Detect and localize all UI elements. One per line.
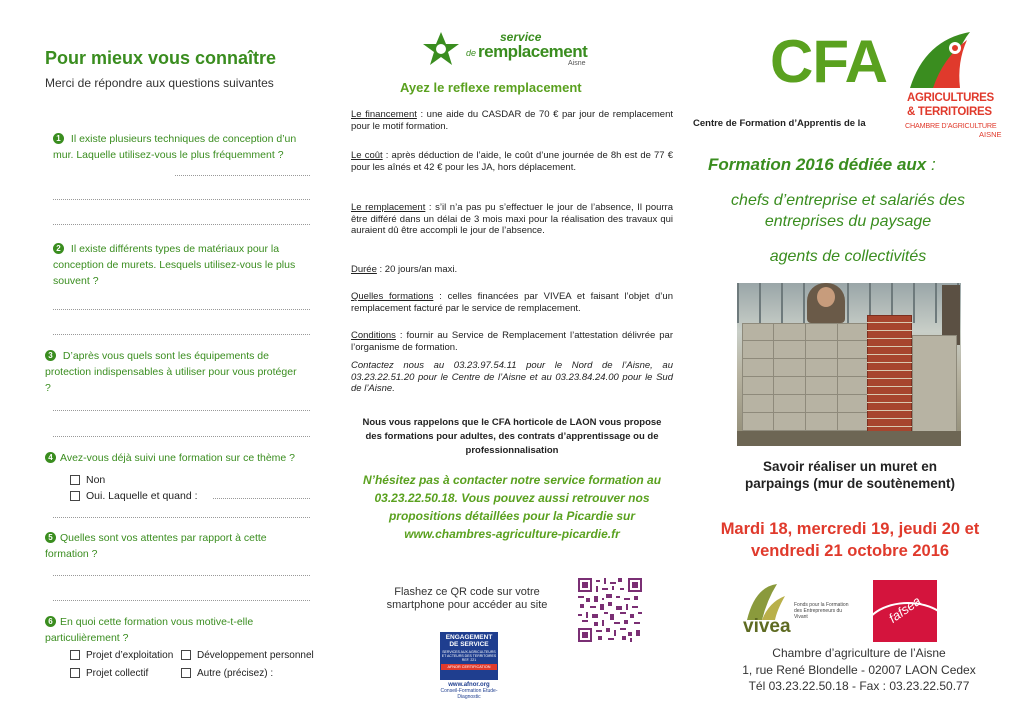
service-remplacement-logo: service de remplacement Aisne [420, 30, 610, 68]
answer-line[interactable] [53, 410, 310, 411]
number-4-icon: 4 [45, 452, 56, 463]
remplacement-paragraph: Le remplacement : s’il n’a pas pu s’effectuer le jour de l’absence, Il pourra être différé dans un délai de 3 mois maxi pour la réalisation des travaux qui auraient dû être accompli le jour de l’absence. [351, 202, 673, 236]
question-4 [45, 450, 315, 466]
answer-line[interactable] [53, 309, 310, 310]
cfa-subtitle: Centre de Formation d’Apprentis de la [693, 118, 866, 129]
cfa-note: Nous vous rappelons que le CFA horticole de LAON vous propose des formations pour adultes, des contrats d’apprentissage ou de professionnalisation [362, 417, 662, 456]
checkbox[interactable] [181, 668, 191, 678]
answer-line[interactable] [53, 517, 310, 518]
duree-paragraph: Durée : 20 jours/an maxi. [351, 264, 458, 275]
option-non[interactable]: Non [70, 472, 105, 488]
qr-code[interactable] [578, 578, 642, 642]
question-3 [45, 348, 305, 396]
quelles-paragraph: Quelles formations : celles financées par VIVEA et faisant l’objet d’un remplacement facturé par le service de remplacement. [351, 291, 673, 314]
number-5-icon: 5 [45, 532, 56, 543]
answer-line[interactable] [175, 175, 310, 176]
number-3-icon: 3 [45, 350, 56, 361]
vivea-logo: vivea Fonds pour la Formation des Entrepreneurs du Vivant [737, 580, 852, 638]
answer-line[interactable] [53, 600, 310, 601]
checkbox[interactable] [70, 668, 80, 678]
org-address: 1, rue René Blondelle - 02007 LAON Cedex [742, 663, 976, 677]
question-4-text: Avez-vous déjà suivi une formation sur ce thème ? [60, 452, 296, 464]
question-2 [53, 241, 308, 289]
answer-line[interactable] [53, 334, 310, 335]
left-title: Pour mieux vous connaître [45, 48, 277, 68]
number-6-icon: 6 [45, 616, 56, 627]
answer-line[interactable] [53, 436, 310, 437]
question-5-text: Quelles sont vos attentes par rapport à cette formation ? [45, 532, 267, 560]
qr-caption: Flashez ce QR code sur votre smartphone pour accéder au site [386, 586, 548, 611]
question-6 [45, 614, 310, 646]
checkbox[interactable] [181, 650, 191, 660]
checkbox[interactable] [70, 650, 80, 660]
wall-photo [737, 283, 961, 446]
option-autre[interactable]: Autre (précisez) : [181, 668, 273, 679]
answer-line[interactable] [213, 498, 310, 499]
course-dates: Mardi 18, mercredi 19, jeudi 20 et vendredi 21 octobre 2016 [720, 520, 980, 560]
option-projet-exploitation[interactable]: Projet d’exploitation [70, 650, 173, 661]
qr-code-icon [578, 578, 642, 642]
financement-paragraph: Le financement : une aide du CASDAR de 70 € par jour de remplacement pour le motif formation. [351, 109, 673, 132]
checkbox[interactable] [70, 491, 80, 501]
fafsea-logo: fafsea [873, 580, 937, 642]
number-2-icon: 2 [53, 243, 64, 254]
option-oui[interactable]: Oui. Laquelle et quand : [70, 488, 198, 504]
answer-line[interactable] [53, 224, 310, 225]
contact-paragraph: Contactez nous au 03.23.97.54.11 pour le Nord de l’Aisne, au 03.23.22.51.20 pour le Centre de l’Aisne et au 03.23.84.24.00 pour le Sud de l’Aisne. [351, 360, 673, 394]
question-6-text: En quoi cette formation vous motive-t-elle particulièrement ? [45, 616, 254, 644]
public-1: chefs d’entreprise et salariés des entreprises du paysage [731, 192, 965, 230]
option-developpement[interactable]: Développement personnel [181, 650, 314, 661]
star-leaf-icon [420, 30, 462, 68]
org-name: Chambre d’agriculture de l’Aisne [772, 646, 946, 660]
option-projet-collectif[interactable]: Projet collectif [70, 668, 148, 679]
answer-line[interactable] [53, 575, 310, 576]
leaf-logo-icon [905, 30, 975, 90]
number-1-icon: 1 [53, 133, 64, 144]
org-phone: Tél 03.23.22.50.18 - Fax : 03.23.22.50.77 [748, 679, 970, 693]
question-1-text: Il existe plusieurs techniques de conception d’un mur. Laquelle utilisez-vous le plus fréquemment ? [53, 133, 297, 161]
conditions-paragraph: Conditions : fournir au Service de Remplacement l’attestation délivrée par l’organisme de formation. [351, 330, 673, 353]
question-1 [53, 131, 313, 163]
chambre-agriculture-logo: AGRICULTURES & TERRITOIRES CHAMBRE D’AGRICULTURE AISNE [905, 30, 1005, 140]
answer-line[interactable] [53, 199, 310, 200]
afnor-badge: ENGAGEMENT DE SERVICE SERVICES AUX AGRICULTEURS ET ACTEURS DES TERRITOIRES REF. 221 AFNOR CERTIFICATION www.afnor.org Conseil-Formation Etude-Diagnostic [440, 634, 498, 700]
checkbox[interactable] [70, 475, 80, 485]
course-title: Savoir réaliser un muret en parpaings (mur de soutènement) [744, 459, 956, 491]
left-subtitle: Merci de répondre aux questions suivantes [45, 76, 274, 90]
question-2-text: Il existe différents types de matériaux pour la conception de murets. Lesquels utilisez-vous le plus souvent ? [53, 243, 296, 287]
contact-cta[interactable]: N’hésitez pas à contacter notre service formation au 03.23.22.50.18. Vous pouvez aussi retrouver nos propositions détaillées pour la Picardie sur www.chambres-agriculture-picardie.fr [362, 473, 662, 541]
middle-heading: Ayez le reflexe remplacement [400, 80, 582, 95]
formation-heading: Formation 2016 dédiée aux : [708, 155, 936, 174]
cout-paragraph: Le coût : après déduction de l’aide, le coût d’une journée de 8h est de 77 € pour les aînés et 42 € pour les JA, hors déplacement. [351, 150, 674, 173]
cfa-logo-text: CFA [770, 28, 887, 95]
public-2: agents de collectivités [769, 248, 927, 265]
question-5 [45, 530, 307, 562]
question-3-text: D’après vous quels sont les équipements de protection indispensables à utiliser pour vous protéger ? [45, 350, 297, 394]
